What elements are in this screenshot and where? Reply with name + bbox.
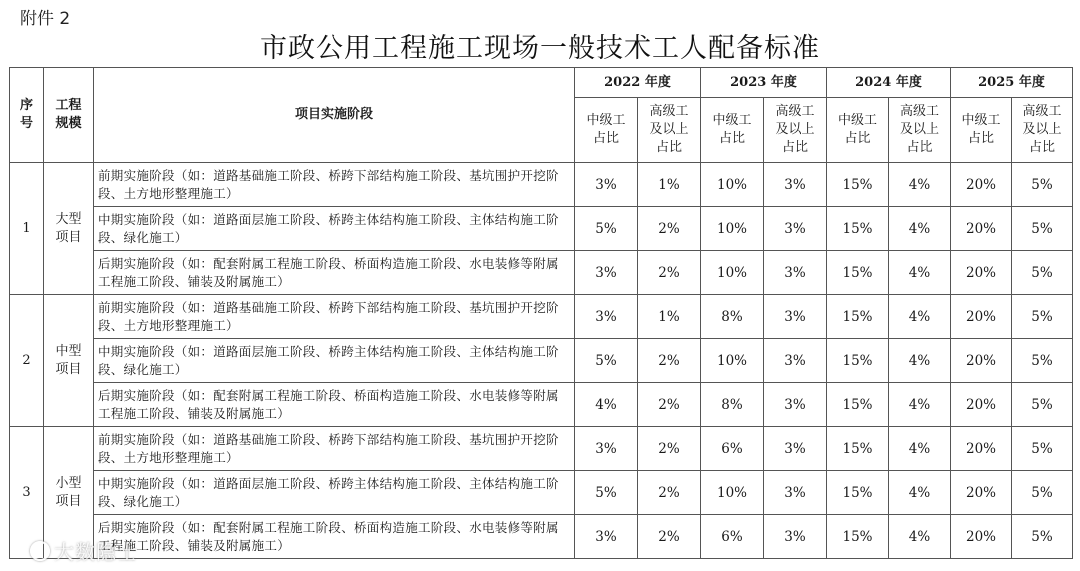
header-mid-ratio: 中级工占比 [827, 98, 889, 163]
watermark-text: 大数隐士 [54, 540, 138, 564]
senior-ratio-cell: 3% [764, 207, 827, 251]
senior-ratio-cell: 5% [1012, 251, 1073, 295]
header-seq: 序号 [10, 68, 44, 163]
table-row [10, 163, 1073, 207]
mid-ratio-cell: 10% [701, 207, 764, 251]
senior-ratio-cell: 4% [889, 251, 951, 295]
mid-ratio-cell: 15% [827, 339, 889, 383]
mid-ratio-cell: 3% [575, 515, 638, 559]
mid-ratio-cell: 20% [951, 163, 1012, 207]
senior-ratio-cell: 3% [764, 163, 827, 207]
senior-ratio-cell: 4% [889, 515, 951, 559]
document-title: 市政公用工程施工现场一般技术工人配备标准 [260, 33, 820, 64]
mid-ratio-cell: 10% [701, 251, 764, 295]
row-seq: 1 [10, 163, 44, 295]
attachment-label: 附件 2 [20, 9, 71, 29]
row-scale: 中型项目 [44, 295, 94, 427]
senior-ratio-cell: 5% [1012, 163, 1073, 207]
senior-ratio-cell: 3% [764, 295, 827, 339]
mid-ratio-cell: 15% [827, 295, 889, 339]
mid-ratio-cell: 15% [827, 207, 889, 251]
table-row [10, 471, 1073, 515]
senior-ratio-cell: 2% [638, 339, 701, 383]
senior-ratio-cell: 2% [638, 251, 701, 295]
mid-ratio-cell: 5% [575, 471, 638, 515]
watermark [30, 536, 138, 565]
stage-description: 中期实施阶段（如：道路面层施工阶段、桥跨主体结构施工阶段、主体结构施工阶段、绿化施工） [94, 207, 575, 251]
table-row [10, 207, 1073, 251]
senior-ratio-cell: 3% [764, 383, 827, 427]
header-senior-ratio: 高级工及以上占比 [764, 98, 827, 163]
row-seq: 3 [10, 427, 44, 559]
mid-ratio-cell: 15% [827, 515, 889, 559]
senior-ratio-cell: 4% [889, 207, 951, 251]
senior-ratio-cell: 2% [638, 207, 701, 251]
mid-ratio-cell: 15% [827, 383, 889, 427]
mid-ratio-cell: 3% [575, 251, 638, 295]
stage-description: 前期实施阶段（如：道路基础施工阶段、桥跨下部结构施工阶段、基坑围护开挖阶段、土方地形整理施工） [94, 295, 575, 339]
mid-ratio-cell: 5% [575, 207, 638, 251]
mid-ratio-cell: 15% [827, 427, 889, 471]
mid-ratio-cell: 8% [701, 383, 764, 427]
table-header [10, 68, 1073, 163]
stage-description: 后期实施阶段（如：配套附属工程施工阶段、桥面构造施工阶段、水电装修等附属工程施工阶段、铺装及附属施工） [94, 383, 575, 427]
header-mid-ratio: 中级工占比 [701, 98, 764, 163]
row-scale: 小型项目 [44, 427, 94, 559]
staffing-standard-table [9, 67, 1073, 559]
senior-ratio-cell: 5% [1012, 339, 1073, 383]
stage-description: 后期实施阶段（如：配套附属工程施工阶段、桥面构造施工阶段、水电装修等附属工程施工阶段、铺装及附属施工） [94, 515, 575, 559]
senior-ratio-cell: 1% [638, 295, 701, 339]
table-row [10, 295, 1073, 339]
senior-ratio-cell: 3% [764, 515, 827, 559]
mid-ratio-cell: 3% [575, 163, 638, 207]
stage-description: 中期实施阶段（如：道路面层施工阶段、桥跨主体结构施工阶段、主体结构施工阶段、绿化施工） [94, 339, 575, 383]
mid-ratio-cell: 20% [951, 471, 1012, 515]
header-scale: 工程规模 [44, 68, 94, 163]
table-row [10, 251, 1073, 295]
header-year-2024: 2024 年度 [827, 68, 951, 98]
row-scale: 大型项目 [44, 163, 94, 295]
header-stage: 项目实施阶段 [94, 68, 575, 163]
header-mid-ratio: 中级工占比 [575, 98, 638, 163]
senior-ratio-cell: 5% [1012, 427, 1073, 471]
header-senior-ratio: 高级工及以上占比 [1012, 98, 1073, 163]
row-seq: 2 [10, 295, 44, 427]
senior-ratio-cell: 3% [764, 427, 827, 471]
senior-ratio-cell: 5% [1012, 295, 1073, 339]
senior-ratio-cell: 3% [764, 339, 827, 383]
senior-ratio-cell: 5% [1012, 515, 1073, 559]
senior-ratio-cell: 1% [638, 163, 701, 207]
senior-ratio-cell: 4% [889, 383, 951, 427]
mid-ratio-cell: 20% [951, 383, 1012, 427]
mid-ratio-cell: 20% [951, 207, 1012, 251]
senior-ratio-cell: 2% [638, 383, 701, 427]
stage-description: 中期实施阶段（如：道路面层施工阶段、桥跨主体结构施工阶段、主体结构施工阶段、绿化施工） [94, 471, 575, 515]
table-row [10, 339, 1073, 383]
senior-ratio-cell: 3% [764, 471, 827, 515]
stage-description: 前期实施阶段（如：道路基础施工阶段、桥跨下部结构施工阶段、基坑围护开挖阶段、土方地形整理施工） [94, 163, 575, 207]
table-row [10, 427, 1073, 471]
mid-ratio-cell: 20% [951, 427, 1012, 471]
stage-description: 前期实施阶段（如：道路基础施工阶段、桥跨下部结构施工阶段、基坑围护开挖阶段、土方地形整理施工） [94, 427, 575, 471]
table-row [10, 383, 1073, 427]
senior-ratio-cell: 5% [1012, 207, 1073, 251]
senior-ratio-cell: 4% [889, 163, 951, 207]
senior-ratio-cell: 2% [638, 427, 701, 471]
mid-ratio-cell: 3% [575, 295, 638, 339]
stage-description: 后期实施阶段（如：配套附属工程施工阶段、桥面构造施工阶段、水电装修等附属工程施工阶段、铺装及附属施工） [94, 251, 575, 295]
mid-ratio-cell: 4% [575, 383, 638, 427]
header-year-2025: 2025 年度 [951, 68, 1073, 98]
table-body [10, 163, 1073, 559]
senior-ratio-cell: 4% [889, 295, 951, 339]
mid-ratio-cell: 3% [575, 427, 638, 471]
mid-ratio-cell: 10% [701, 163, 764, 207]
senior-ratio-cell: 2% [638, 471, 701, 515]
senior-ratio-cell: 5% [1012, 471, 1073, 515]
senior-ratio-cell: 3% [764, 251, 827, 295]
mid-ratio-cell: 15% [827, 251, 889, 295]
header-senior-ratio: 高级工及以上占比 [638, 98, 701, 163]
senior-ratio-cell: 2% [638, 515, 701, 559]
mid-ratio-cell: 20% [951, 339, 1012, 383]
mid-ratio-cell: 20% [951, 515, 1012, 559]
mid-ratio-cell: 20% [951, 251, 1012, 295]
senior-ratio-cell: 4% [889, 427, 951, 471]
senior-ratio-cell: 4% [889, 471, 951, 515]
header-senior-ratio: 高级工及以上占比 [889, 98, 951, 163]
header-mid-ratio: 中级工占比 [951, 98, 1012, 163]
mid-ratio-cell: 6% [701, 515, 764, 559]
mid-ratio-cell: 8% [701, 295, 764, 339]
mid-ratio-cell: 15% [827, 471, 889, 515]
mid-ratio-cell: 6% [701, 427, 764, 471]
watermark-logo-icon [30, 541, 50, 561]
mid-ratio-cell: 10% [701, 471, 764, 515]
table-row [10, 515, 1073, 559]
mid-ratio-cell: 15% [827, 163, 889, 207]
mid-ratio-cell: 20% [951, 295, 1012, 339]
senior-ratio-cell: 5% [1012, 383, 1073, 427]
mid-ratio-cell: 5% [575, 339, 638, 383]
senior-ratio-cell: 4% [889, 339, 951, 383]
header-year-2022: 2022 年度 [575, 68, 701, 98]
mid-ratio-cell: 10% [701, 339, 764, 383]
header-year-2023: 2023 年度 [701, 68, 827, 98]
